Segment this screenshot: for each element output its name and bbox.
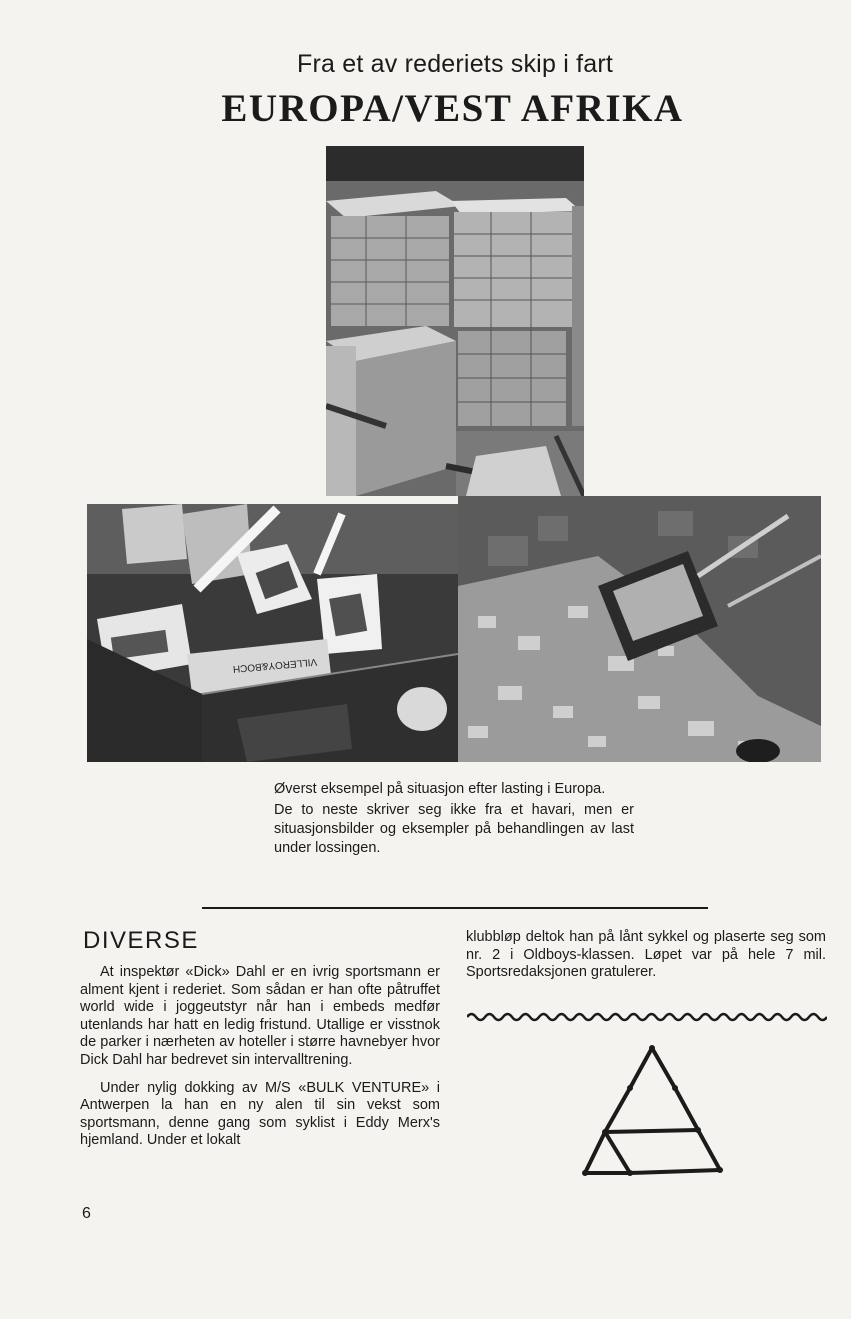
box-print-label: VILLEROY&BOCH — [232, 655, 318, 675]
photo-scattered-cargo — [458, 496, 821, 762]
page-kicker: Fra et av rederiets skip i fart — [296, 50, 614, 78]
article-paragraph-1: At inspektør «Dick» Dahl er en ivrig sportsmann er alment kjent i rederiet. Som sådan er han ofte påtruffet world wide i joggeutstyr når han i embeds medfør utenlands har hatt en ledig fristund. Utallige er visstnok de parker i nærheten av hoteller i større havnebyer hvor Dick Dahl har bedrevet sin intervalltrening. — [80, 964, 440, 1068]
photo-caption — [274, 780, 634, 858]
photo-cargo-hold — [326, 146, 584, 496]
article-paragraph-2: Under nylig dokking av M/S «BULK VENTURE» i Antwerpen la han en ny alen til sin vekst som sportsmann, denne gang som syklist i Eddy Merx's hjemland. Under et lokalt — [80, 1079, 440, 1149]
caption-text-2: De to neste skriver seg ikke fra et havari, men er situasjonsbilder og eksempler på behandlingen av last under lossingen. — [274, 802, 634, 856]
photo-typewriters — [87, 504, 458, 762]
page-headline: EUROPA/VEST AFRIKA — [221, 87, 684, 130]
matchstick-triangle-icon — [580, 1040, 730, 1185]
article-column-right: klubbløp deltok han på lånt sykkel og plaserte seg som nr. 2 i Oldboys-klassen. Løpet var på hele 7 mil. Sportsredaksjonen gratulerer. — [466, 929, 826, 981]
page-number: 6 — [82, 1205, 91, 1222]
section-title: DIVERSE — [83, 927, 199, 954]
article-column-left — [80, 964, 440, 1150]
caption-text-1: Øverst eksempel på situasjon efter lasting i Europa. — [274, 781, 606, 797]
horizontal-rule — [202, 907, 708, 909]
wave-divider-icon — [467, 1010, 827, 1029]
